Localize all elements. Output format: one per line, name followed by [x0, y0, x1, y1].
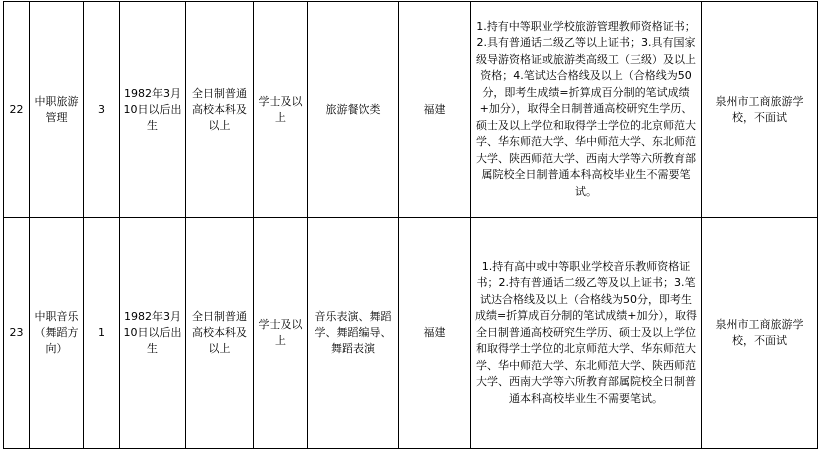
cell-education: 全日制普通高校本科及以上 [186, 2, 254, 218]
cell-requirement: 1.持有高中或中等职业学校音乐教师资格证书；2.持有普通话二级乙等及以上证书；3.笔试达合格线及以上（合格线为50分，即考生成绩=折算成百分制的笔试成绩+加分），取得全日制普通高校研究生学历、硕士及以上学位和取得学士学位的北京师范大学、华东师范大学、华中师范大学、东北师范大学、陕西师范大学、西南大学等六所教育部属院校全日制普通本科高校毕业生不需要笔试。 [471, 218, 702, 449]
recruitment-table [3, 1, 818, 449]
cell-position: 中职旅游管理 [30, 2, 84, 218]
table-row [4, 218, 818, 449]
cell-education: 全日制普通高校本科及以上 [186, 218, 254, 449]
cell-note: 泉州市工商旅游学校，不面试 [702, 2, 818, 218]
cell-count: 3 [84, 2, 120, 218]
cell-major: 音乐表演、舞蹈学、舞蹈编导、舞蹈表演 [308, 218, 399, 449]
cell-position: 中职音乐（舞蹈方向） [30, 218, 84, 449]
cell-origin: 福建 [399, 218, 471, 449]
cell-degree: 学士及以上 [254, 218, 308, 449]
cell-no: 22 [4, 2, 30, 218]
cell-origin: 福建 [399, 2, 471, 218]
cell-age: 1982年3月10日以后出生 [120, 218, 186, 449]
cell-age: 1982年3月10日以后出生 [120, 2, 186, 218]
cell-degree: 学士及以上 [254, 2, 308, 218]
cell-count: 1 [84, 218, 120, 449]
cell-note: 泉州市工商旅游学校，不面试 [702, 218, 818, 449]
cell-no: 23 [4, 218, 30, 449]
cell-requirement: 1.持有中等职业学校旅游管理教师资格证书；2.具有普通话二级乙等以上证书；3.具有国家级导游资格证或旅游类高级工（三级）及以上资格；4.笔试达合格线及以上（合格线为50分，即考生成绩=折算成百分制的笔试成绩+加分），取得全日制普通高校研究生学历、硕士及以上学位和取得学士学位的北京师范大学、华东师范大学、华中师范大学、东北师范大学、陕西师范大学、西南大学等六所教育部属院校全日制普通本科高校毕业生不需要笔试。 [471, 2, 702, 218]
table-row [4, 2, 818, 218]
cell-major: 旅游餐饮类 [308, 2, 399, 218]
